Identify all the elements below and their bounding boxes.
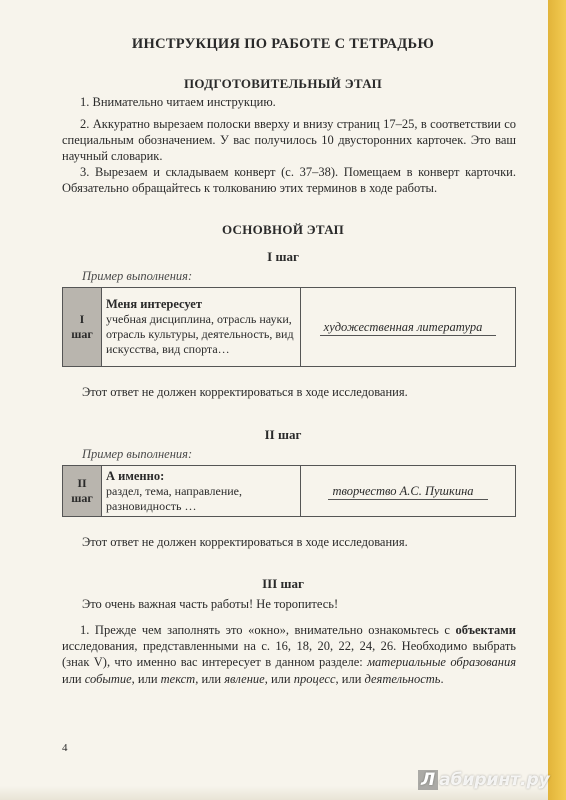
step2-example-label: Пример выполнения: [82, 447, 193, 461]
watermark-box: Л [418, 770, 438, 790]
step1-question-cell [102, 288, 301, 367]
step3-text-1: 1. Прежде чем заполнять это «окно», внимательно ознакомьтесь с [80, 623, 456, 637]
prep-p2-text: 2. Аккуратно вырезаем полоски вверху и внизу страниц 17–25, в соответствии со специальным обозначением. У вас получилось 10 двусторонних карточек. Это ваш научный словарик. [62, 117, 516, 164]
step3-opt-material: материальные образования [367, 655, 517, 670]
watermark-text: абиринт.ру [439, 770, 550, 790]
step1-heading: I шаг [267, 249, 299, 264]
step2-label-num: II [77, 476, 87, 490]
step2-question-title: А именно: [106, 468, 165, 483]
step3-opt-activity: деятельность [364, 671, 441, 686]
step1-label-cell [63, 288, 102, 367]
watermark-logo [418, 770, 550, 790]
step1-table [62, 287, 516, 367]
step3-end: . [440, 671, 444, 686]
step3-text-2: исследования, представленными на с. 16, 18, 20, 22, 24, 26. Необходимо выбрать (знак V), что именно вас интересует в данном разделе: [62, 639, 516, 670]
step1-label-num: I [79, 312, 85, 326]
step1-note: Этот ответ не должен корректироваться в ходе исследования. [82, 385, 408, 399]
step2-answer: творчество А.С. Пушкина [328, 484, 487, 500]
cover-edge [548, 0, 566, 800]
step2-heading: II шаг [264, 427, 302, 442]
step2-table [62, 465, 516, 517]
step3-opt-event: событие [84, 671, 132, 686]
step2-label-cell [63, 466, 102, 517]
step1-label-word: шаг [71, 327, 93, 341]
prep-p1 [62, 94, 516, 110]
step3-sep-4: , или [264, 671, 294, 686]
step2-question-cell [102, 466, 301, 517]
prep-p2 [62, 116, 516, 165]
prep-p3 [62, 164, 516, 196]
main-heading: ОСНОВНОЙ ЭТАП [221, 222, 345, 237]
step3-bold-objects: объектами [455, 623, 516, 637]
step3-opt-phenomenon: явление [224, 671, 265, 686]
prep-p1-text: 1. Внимательно читаем инструкцию. [80, 95, 276, 109]
step1-answer: художественная литература [320, 320, 497, 336]
step3-sep-1: или [62, 671, 85, 686]
step1-example-label: Пример выполнения: [82, 269, 193, 283]
step1-question-title: Меня интересует [106, 297, 202, 311]
step3-sep-5: , или [335, 671, 365, 686]
step2-note: Этот ответ не должен корректироваться в ходе исследования. [82, 535, 408, 549]
step2-answer-cell[interactable] [301, 466, 516, 517]
prep-heading: ПОДГОТОВИТЕЛЬНЫЙ ЭТАП [184, 76, 382, 91]
step3-sep-3: , или [195, 671, 225, 686]
step3-opt-text: текст [160, 671, 196, 686]
step3-opt-process: процесс [293, 671, 336, 686]
step2-label-word: шаг [71, 491, 93, 505]
step1-question-text: учебная дисциплина, отрасль науки, отрасль культуры, деятельность, вид искусства, вид спорта… [106, 312, 294, 356]
step3-paragraph [62, 622, 516, 687]
step2-question-text: раздел, тема, направление, разновидность … [106, 483, 243, 513]
page-number: 4 [62, 742, 68, 754]
step3-sep-2: , или [131, 671, 161, 686]
step3-heading: III шаг [262, 576, 304, 591]
prep-p3-text: 3. Вырезаем и складываем конверт (с. 37–38). Помещаем в конверт карточки. Обязательно обращайтесь к толкованию этих терминов в ходе работы. [62, 165, 516, 196]
step3-intro: Это очень важная часть работы! Не торопитесь! [82, 597, 339, 611]
page-title: ИНСТРУКЦИЯ ПО РАБОТЕ С ТЕТРАДЬЮ [131, 36, 435, 52]
step1-answer-cell[interactable] [301, 288, 516, 367]
